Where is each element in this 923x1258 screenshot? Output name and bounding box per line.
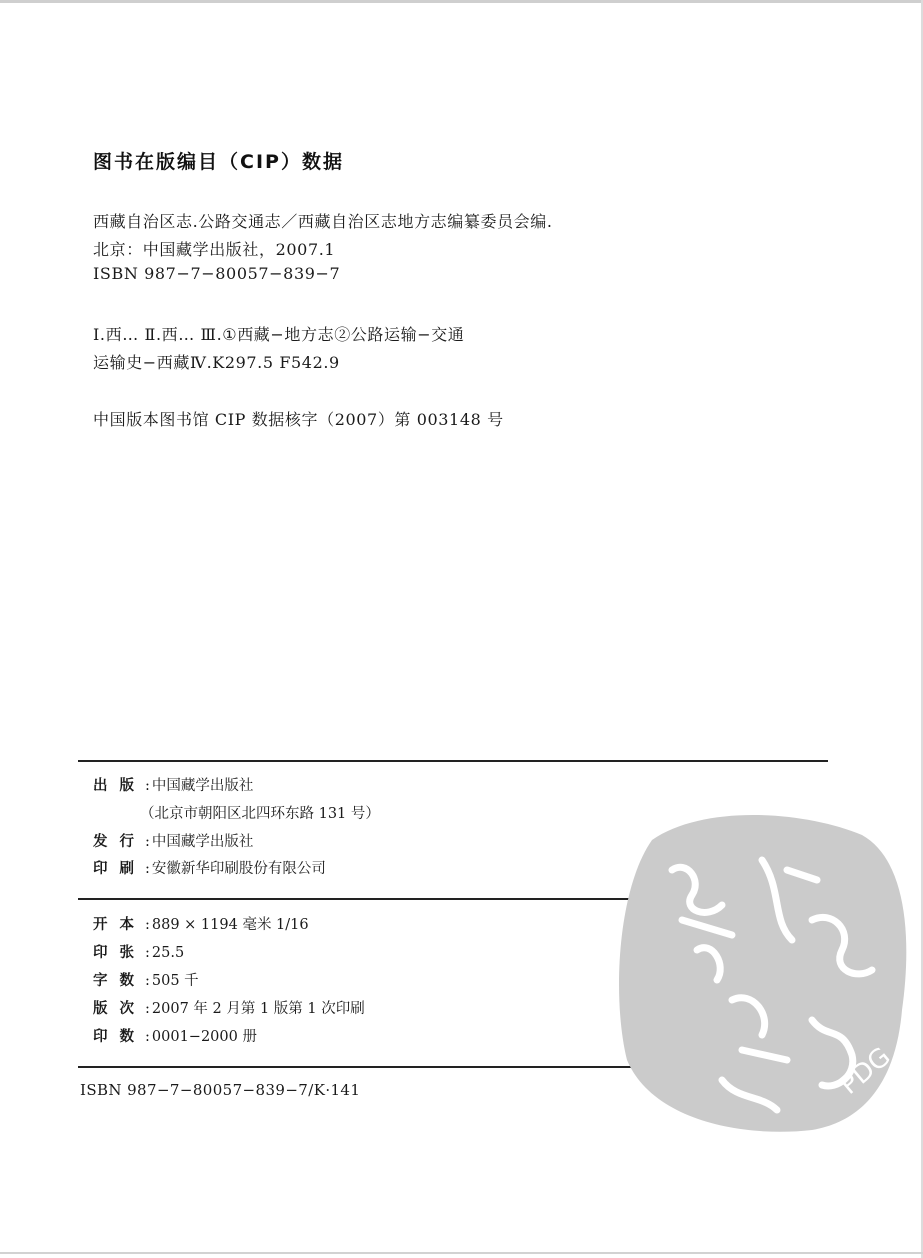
info-value: 505 千 (151, 973, 199, 989)
info-value: 889 × 1194 毫米 1/16 (151, 917, 309, 933)
scan-edge-top (0, 0, 923, 3)
info-label: 印数 (93, 1029, 146, 1045)
print-run-row: 印数: 0001−2000 册 (93, 1025, 257, 1046)
svg-text:PDG: PDG (834, 1041, 897, 1101)
info-value: 25.5 (151, 945, 185, 961)
info-label: 印张 (93, 945, 146, 961)
info-label: 开本 (93, 917, 146, 933)
info-label: 版次 (93, 1001, 146, 1017)
word-count-row: 字数: 505 千 (93, 969, 199, 990)
format-row: 开本: 889 × 1194 毫米 1/16 (93, 913, 309, 934)
edition-row: 版次: 2007 年 2 月第 1 版第 1 次印刷 (93, 997, 365, 1018)
info-label: 印刷 (93, 861, 146, 877)
distributor-row: 发行: 中国藏学出版社 (93, 830, 253, 851)
scan-edge-bottom (0, 1252, 923, 1254)
publisher-address-row (140, 802, 380, 823)
printer-row: 印刷: 安徽新华印刷股份有限公司 (93, 857, 326, 878)
cip-line-isbn: ISBN 987−7−80057−839−7 (93, 264, 341, 283)
info-label: 出版 (93, 778, 146, 794)
cip-line-title-author: 西藏自治区志.公路交通志／西藏自治区志地方志编纂委员会编. (93, 212, 553, 231)
footer-isbn: ISBN 987−7−80057−839−7/K·141 (80, 1081, 361, 1099)
info-value: 中国藏学出版社 (151, 778, 254, 794)
info-value: 中国藏学出版社 (151, 834, 254, 850)
cip-title: 图书在版编目（CIP）数据 (93, 151, 344, 173)
info-label: 发行 (93, 834, 146, 850)
info-value: （北京市朝阳区北四环东路 131 号） (140, 806, 380, 822)
watermark-seal-icon (612, 800, 912, 1135)
info-value: 2007 年 2 月第 1 版第 1 次印刷 (151, 1001, 365, 1017)
cip-line-publisher: 北京：中国藏学出版社，2007.1 (93, 240, 336, 259)
divider-top (78, 760, 828, 762)
info-value: 0001−2000 册 (151, 1029, 257, 1045)
sheets-row: 印张: 25.5 (93, 941, 184, 962)
publisher-row: 出版: 中国藏学出版社 (93, 774, 253, 795)
cip-line-classification-1: Ⅰ.西… Ⅱ.西… Ⅲ.①西藏−地方志②公路运输−交通 (93, 325, 465, 344)
info-value: 安徽新华印刷股份有限公司 (151, 861, 326, 877)
cip-line-classification-2: 运输史−西藏Ⅳ.K297.5 F542.9 (93, 353, 340, 372)
cip-line-record-number: 中国版本图书馆 CIP 数据核字（2007）第 003148 号 (93, 410, 504, 429)
info-label: 字数 (93, 973, 146, 989)
